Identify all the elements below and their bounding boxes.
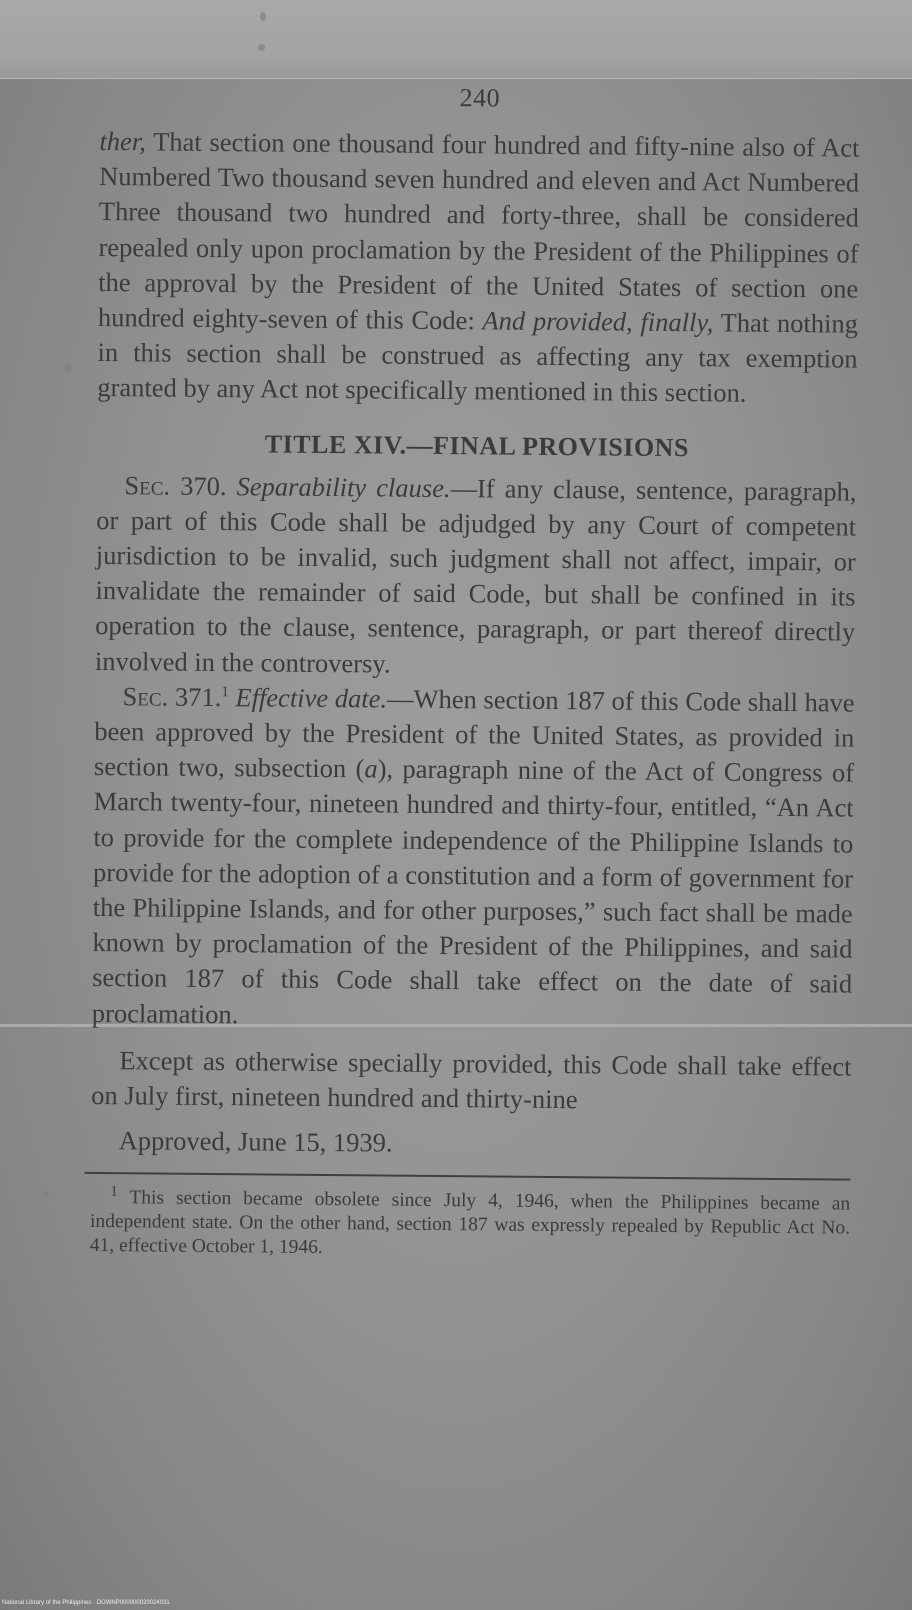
paper-speck (260, 12, 266, 21)
section-371-text-part1: —When section 187 of this Code shall have been approved by the President of the United States, as provided in section two, subsection ( (93, 683, 855, 784)
section-371-subsection: a (364, 753, 378, 784)
intro-paragraph-text: That section one thousand four hundred and fifty-nine also of Act Numbered Two thousand seven hundred and eleven and Act Numbered Three thousand two hundred and forty-three, shall be considered repealed only upon proclamation by the President of the Philippines of the approval by the President of the United States of section one hundred eighty-seven of this Code: (97, 126, 860, 336)
intro-paragraph-end: That nothing in this section shall be construed as affecting any tax exemption granted by any Act not specifically mentioned in this section. (97, 307, 859, 409)
intro-paragraph-start: ther, (99, 125, 146, 157)
section-370-label: Sec. 370. (124, 469, 227, 501)
footnote (89, 1183, 851, 1265)
section-371-label: Sec. 371. (122, 681, 222, 712)
title-heading: TITLE XIV.—FINAL PROVISIONS (264, 429, 689, 462)
footnote-text: This section became obsolete since July 4, 1946, when the Philippines became an independent state. On the other hand, section 187 was expressly repealed by Republic Act No. 41, effective October 1, 1946. (89, 1187, 851, 1259)
section-371-heading: Effective date. (235, 682, 388, 714)
footnote-divider (84, 1172, 850, 1181)
except-paragraph: Except as otherwise specially provided, this Code shall take effect on July first, nineteen hundred and thirty-nine (91, 1045, 852, 1115)
paper-speck (44, 1192, 49, 1197)
section-370 (95, 468, 857, 686)
approval-date: Approved, June 15, 1939. (118, 1125, 393, 1158)
section-370-heading: Separability clause. (236, 470, 451, 503)
page-number: 240 (459, 83, 501, 113)
intro-paragraph (97, 124, 859, 412)
paper-speck (64, 364, 72, 372)
footnote-reference: 1 (221, 684, 229, 701)
page-content (90, 80, 860, 1265)
intro-proviso: And provided, finally, (482, 305, 714, 338)
source-stamp: National Library of the Philippines · DOWNP000000020024031 (2, 1600, 170, 1606)
section-371 (92, 679, 855, 1038)
page-top-band (0, 0, 912, 79)
paper-speck (258, 44, 265, 51)
footnote-mark: 1 (110, 1183, 118, 1200)
section-370-text: —If any clause, sentence, paragraph, or part of this Code shall be adjudged by any Court of competent jurisdiction to be invalid, such judgment shall not affect, impair, or invalidate the remainder of said Code, but shall be confined in its operation to the clause, sentence, paragraph, or part thereof directly involved in the controversy. (94, 472, 857, 679)
section-371-text-part2: ), paragraph nine of the Act of Congress of March twenty-four, nineteen hundred and thirty-four, entitled, “An Act to provide for the complete independence of the Philippine Islands to provide for the adoption of a constitution and a form of government for the Philippine Islands, and for other purposes,” such fact shall be made known by proclamation of the President of the Philippines, and said section 187 of this Code shall take effect on the date of said proclamation. (91, 753, 855, 1029)
